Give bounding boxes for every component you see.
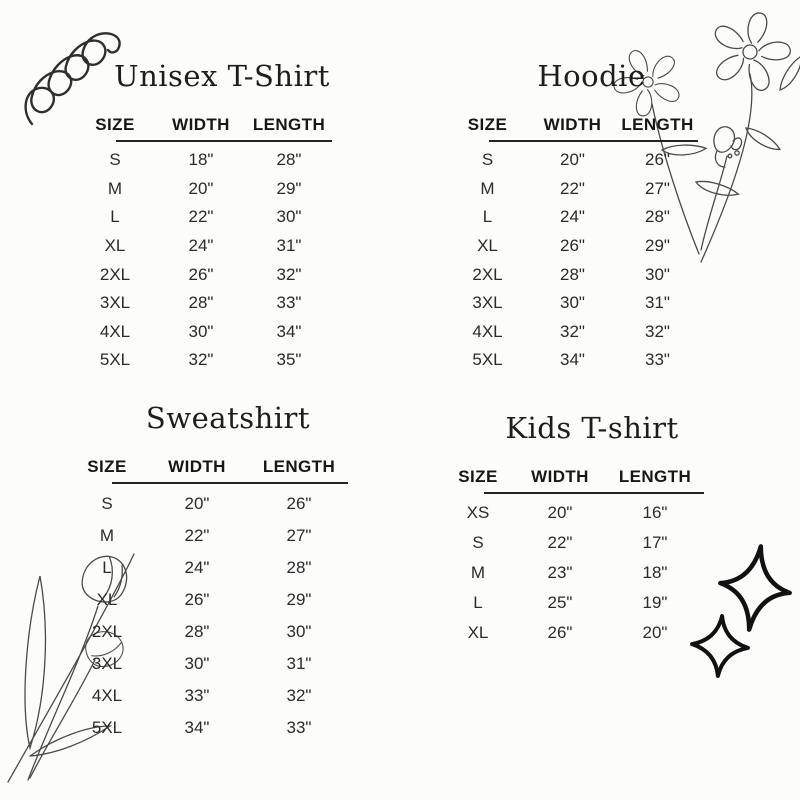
width-cell: 24" [188,236,214,256]
width-cell: 26" [560,236,585,256]
table-row [440,498,706,528]
length-cell: 27" [286,526,312,545]
size-chart-sweatshirt [68,396,350,744]
width-cell: 26" [184,590,210,609]
width-cell: 20" [184,494,210,513]
size-chart-hoodie [445,54,700,375]
size-cell: XL [477,236,498,256]
table-row [68,648,350,680]
table-row [72,146,334,175]
table-row [445,175,700,204]
size-cell: XS [466,503,490,522]
width-cell: 30" [184,654,210,673]
width-cell: 20" [188,178,214,198]
size-cell: 4XL [99,321,131,341]
length-cell: 16" [642,503,668,522]
table-row [440,528,706,558]
size-cell: 3XL [99,293,131,313]
size-cell: XL [104,236,126,256]
width-cell: 28" [560,264,585,284]
width-cell: 34" [184,718,210,737]
length-cell: 30" [276,207,302,227]
length-cell: 31" [276,236,302,256]
width-cell: 34" [560,350,585,370]
length-cell: 31" [286,654,312,673]
size-chart-unisex-tshirt [72,54,334,375]
length-cell: 28" [286,558,312,577]
width-cell: 26" [547,623,573,642]
size-cell: S [472,533,484,552]
table-row [72,289,334,318]
column-header-size: SIZE [95,115,135,134]
chart-title-kids-tshirt: Kids T-shirt [505,411,679,445]
column-header-size: SIZE [467,115,508,134]
table-row [445,289,700,318]
width-cell: 32" [188,350,214,370]
table-row [72,346,334,375]
size-cell: S [101,494,113,513]
sparkles-doodle-icon [690,536,800,686]
size-chart-kids-tshirt [440,406,706,648]
size-cell: M [480,178,495,198]
size-cell: 5XL [99,350,131,370]
header-underline [116,140,332,142]
table-row [440,558,706,588]
width-cell: 28" [188,293,214,313]
size-cell: 4XL [91,686,123,705]
column-header-length: LENGTH [618,467,692,486]
length-cell: 29" [276,178,302,198]
table-body [72,146,334,375]
length-cell: 33" [286,718,312,737]
length-cell: 30" [286,622,312,641]
size-cell: 2XL [91,622,123,641]
table-header-row [72,114,334,136]
length-cell: 19" [642,593,668,612]
size-cell: 2XL [99,264,131,284]
length-cell: 26" [645,150,670,170]
size-cell: L [473,593,483,612]
width-cell: 25" [547,593,573,612]
table-row [68,552,350,584]
length-cell: 35" [276,350,302,370]
table-row [440,588,706,618]
table-body [440,498,706,648]
size-cell: 2XL [472,264,503,284]
size-cell: S [109,150,121,170]
table-row [68,616,350,648]
length-cell: 18" [642,563,668,582]
size-cell: L [102,558,112,577]
length-cell: 31" [645,293,670,313]
column-header-width: WIDTH [168,457,226,476]
size-cell: S [481,150,494,170]
size-cell: 5XL [472,350,503,370]
table-row [72,175,334,204]
table-header-row [445,114,700,136]
column-header-width: WIDTH [531,467,589,486]
length-cell: 32" [645,321,670,341]
table-row [68,680,350,712]
table-row [445,318,700,347]
length-cell: 17" [642,533,668,552]
length-cell: 30" [645,264,670,284]
table-row [68,584,350,616]
table-body [445,146,700,375]
table-row [445,146,700,175]
header-underline [484,492,704,494]
column-header-size: SIZE [458,467,498,486]
width-cell: 24" [560,207,585,227]
chart-title-hoodie: Hoodie [537,59,646,93]
length-cell: 32" [276,264,302,284]
table-header-row [68,456,350,478]
table-row [445,232,700,261]
length-cell: 26" [286,494,312,513]
width-cell: 23" [547,563,573,582]
column-header-width: WIDTH [172,115,230,134]
length-cell: 28" [645,207,670,227]
width-cell: 33" [184,686,210,705]
width-cell: 18" [188,150,214,170]
header-underline [489,140,698,142]
chart-title-unisex-tshirt: Unisex T-Shirt [114,59,330,93]
length-cell: 29" [645,236,670,256]
size-cell: 3XL [472,293,503,313]
table-body [68,488,350,744]
width-cell: 32" [560,321,585,341]
column-header-width: WIDTH [543,115,602,134]
width-cell: 20" [560,150,585,170]
table-row [445,203,700,232]
length-cell: 29" [286,590,312,609]
width-cell: 20" [547,503,573,522]
table-row [72,232,334,261]
chart-title-sweatshirt: Sweatshirt [145,401,311,435]
length-cell: 20" [642,623,668,642]
size-cell: XL [96,590,118,609]
table-row [68,520,350,552]
table-row [68,712,350,744]
table-row [72,318,334,347]
size-cell: L [110,207,120,227]
width-cell: 24" [184,558,210,577]
length-cell: 33" [276,293,302,313]
table-row [72,203,334,232]
size-cell: 5XL [91,718,123,737]
size-cell: XL [467,623,489,642]
size-cell: L [482,207,493,227]
size-cell: 4XL [472,321,503,341]
width-cell: 22" [188,207,214,227]
width-cell: 22" [560,178,585,198]
length-cell: 28" [276,150,302,170]
table-row [68,488,350,520]
column-header-length: LENGTH [252,115,326,134]
width-cell: 28" [184,622,210,641]
size-cell: M [470,563,486,582]
width-cell: 22" [184,526,210,545]
width-cell: 22" [547,533,573,552]
length-cell: 33" [645,350,670,370]
size-cell: M [99,526,115,545]
table-row [445,346,700,375]
width-cell: 30" [188,321,214,341]
length-cell: 34" [276,321,302,341]
column-header-length: LENGTH [262,457,336,476]
table-row [440,618,706,648]
width-cell: 30" [560,293,585,313]
length-cell: 27" [645,178,670,198]
header-underline [112,482,348,484]
size-cell: M [107,178,123,198]
column-header-length: LENGTH [621,115,694,134]
table-row [445,260,700,289]
length-cell: 32" [286,686,312,705]
table-row [72,260,334,289]
size-cell: 3XL [91,654,123,673]
column-header-size: SIZE [87,457,127,476]
width-cell: 26" [188,264,214,284]
table-header-row [440,466,706,488]
